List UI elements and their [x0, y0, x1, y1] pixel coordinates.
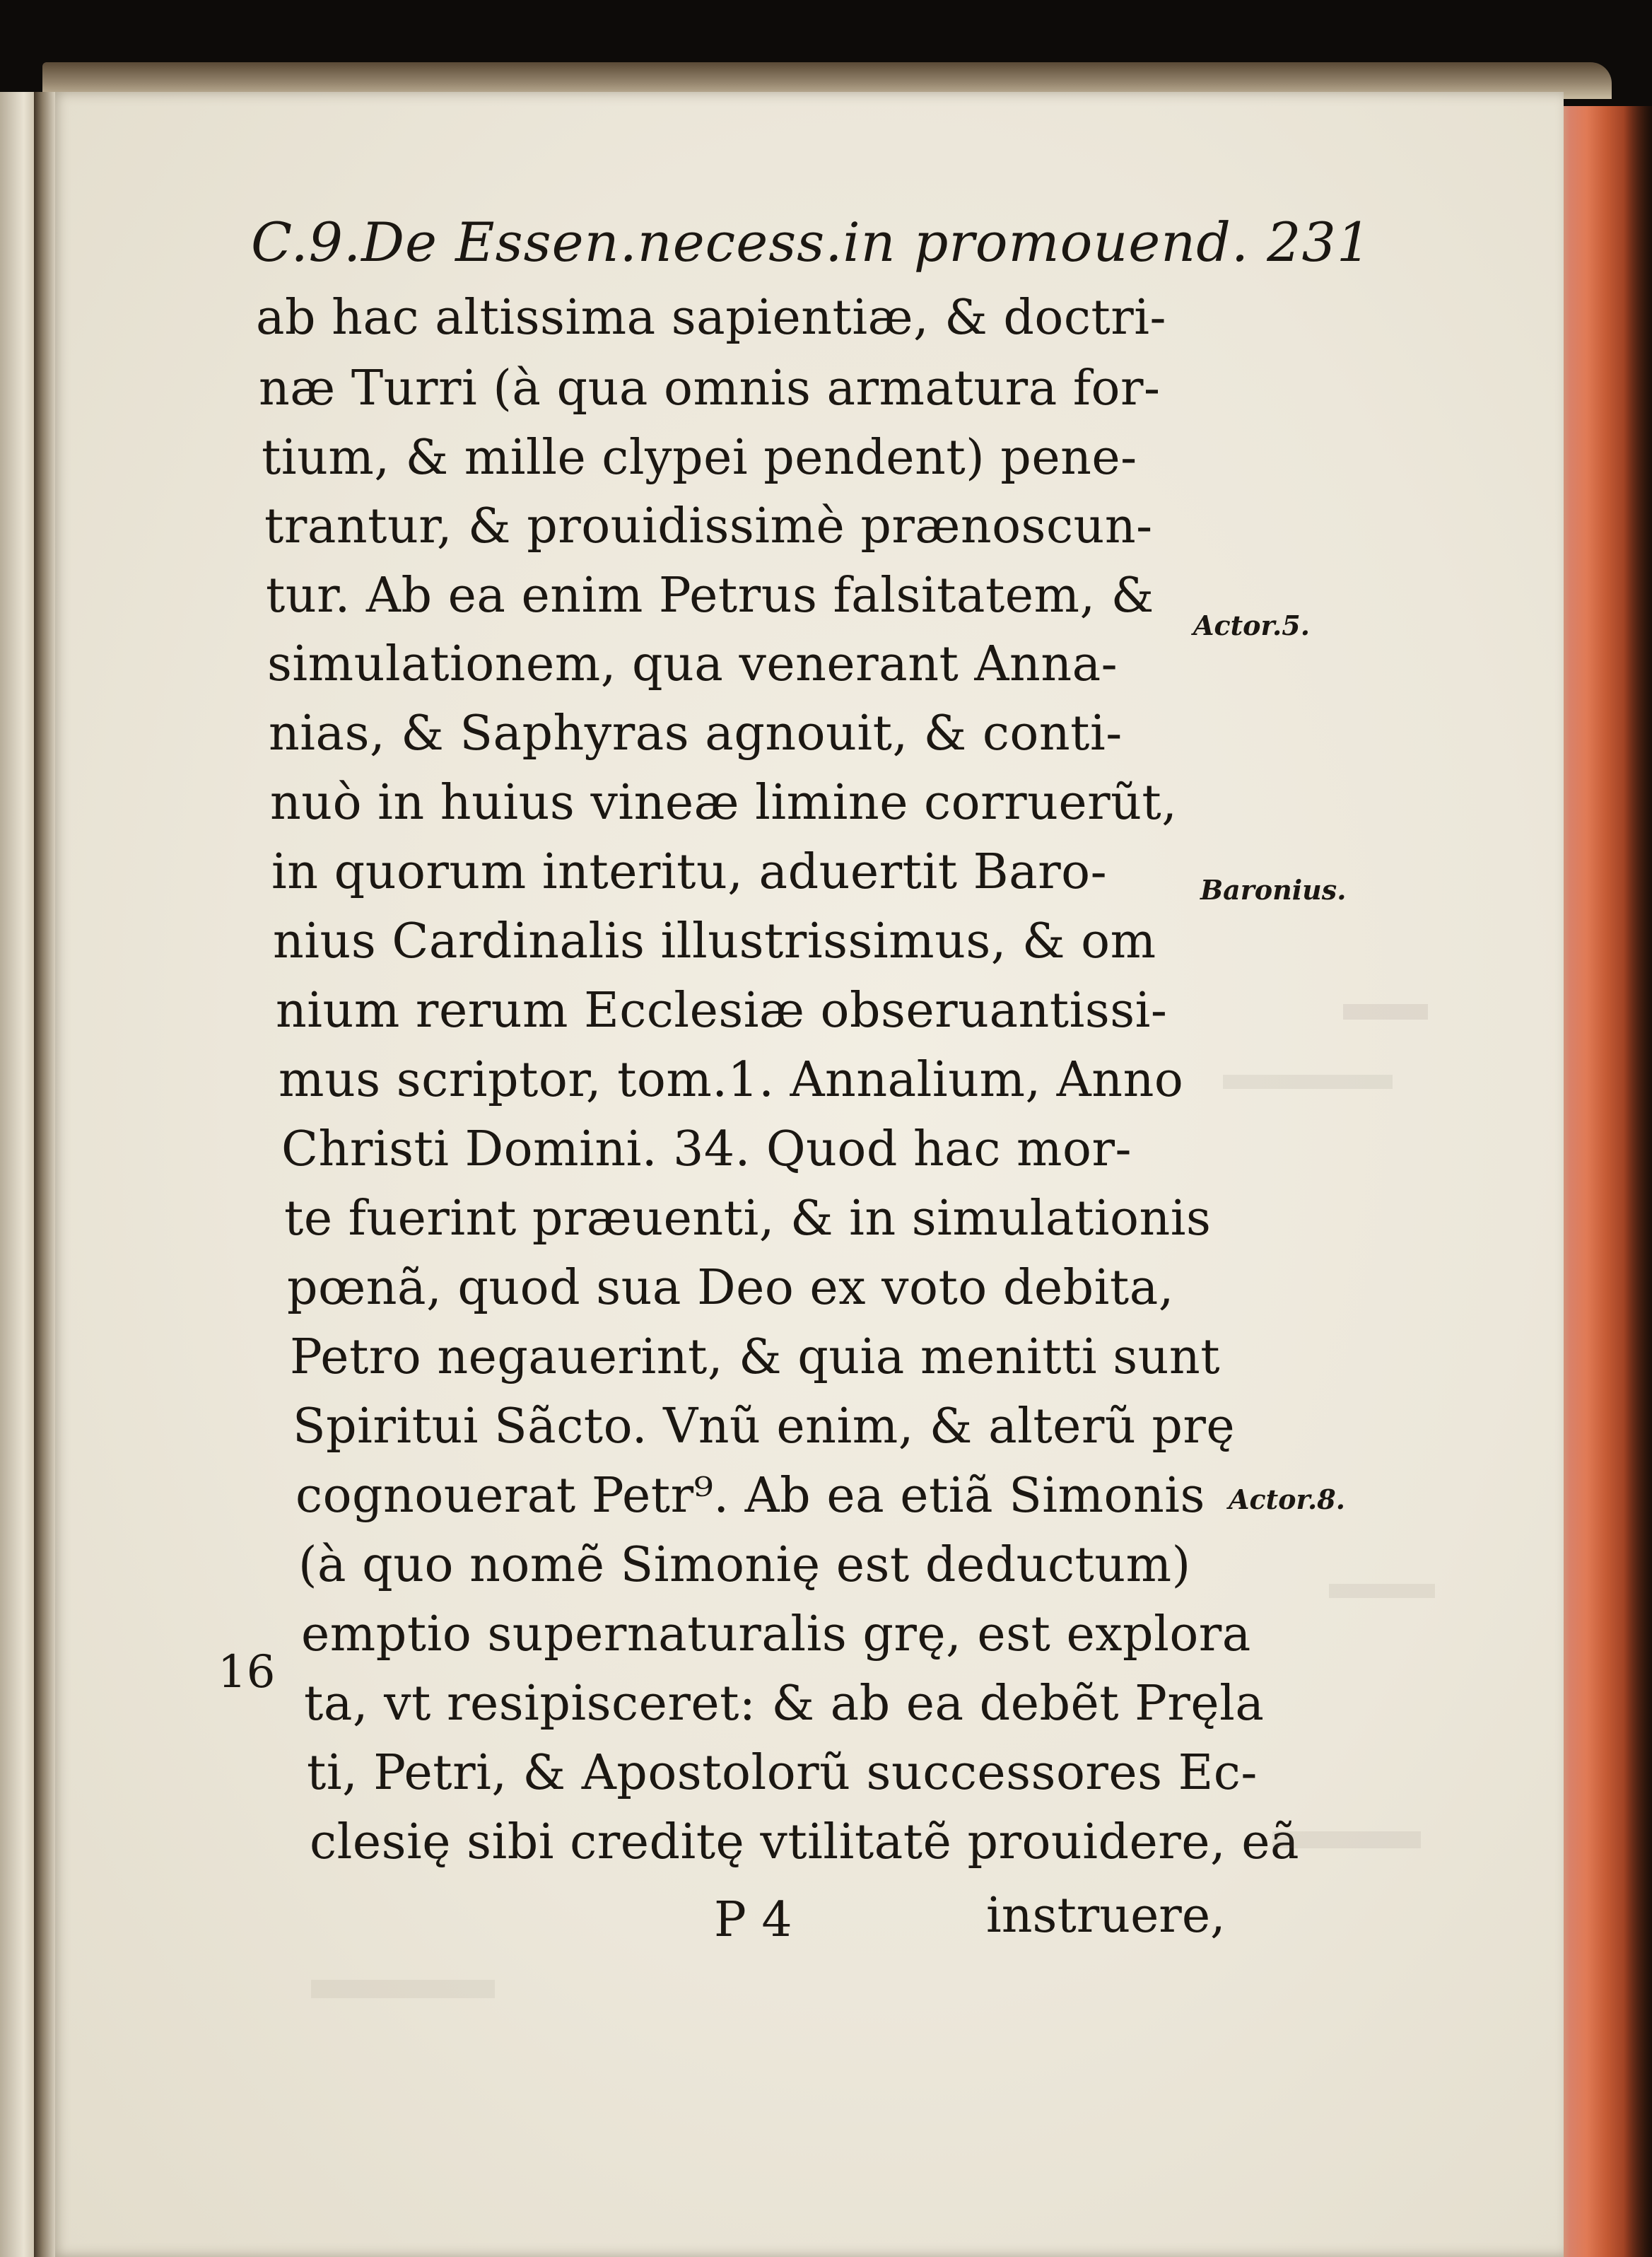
text-line: nium rerum Ecclesiæ obseruantissi-: [276, 983, 1168, 1039]
text-line: (à quo nomẽ Simonię est deductum): [298, 1537, 1191, 1593]
line-number: 16: [218, 1646, 276, 1698]
text-line: trantur, & prouidissimè prænoscun-: [264, 498, 1153, 554]
show-through-mark: [1329, 1584, 1435, 1598]
signature-mark: P 4: [714, 1892, 792, 1948]
show-through-mark: [1272, 1831, 1421, 1848]
margin-note-baronius: Baronius.: [1200, 874, 1347, 906]
show-through-mark: [311, 1980, 495, 1998]
spine-gutter: [34, 92, 55, 2257]
text-line: nius Cardinalis illustrissimus, & om: [273, 914, 1156, 969]
text-line: pœnã, quod sua Deo ex voto debita,: [287, 1260, 1174, 1316]
text-line: Spiritui Sãcto. Vnũ enim, & alterũ prę: [293, 1399, 1236, 1454]
gilt-fore-edge: [1552, 106, 1652, 2257]
show-through-mark: [1223, 1075, 1393, 1089]
text-line: Petro negauerint, & quia menitti sunt: [290, 1329, 1221, 1385]
text-line: tium, & mille clypei pendent) pene-: [262, 430, 1137, 486]
show-through-mark: [1343, 1004, 1428, 1020]
text-line: simulationem, qua venerant Anna-: [267, 636, 1118, 692]
text-line: Christi Domini. 34. Quod hac mor-: [281, 1121, 1132, 1177]
text-line: cognouerat Petr⁹. Ab ea etiã Simonis: [295, 1468, 1205, 1524]
catchword: instruere,: [986, 1888, 1226, 1944]
text-line: in quorum interitu, aduertit Baro-: [271, 844, 1108, 900]
text-line: næ Turri (à qua omnis armatura for-: [259, 361, 1161, 416]
text-line: ta, vt resipisceret: & ab ea debẽt Pręla: [304, 1676, 1265, 1732]
text-line: mus scriptor, tom.1. Annalium, Anno: [279, 1052, 1184, 1108]
facing-page-edge: [0, 92, 36, 2257]
margin-note-actor-8: Actor.8.: [1229, 1483, 1345, 1515]
margin-note-actor-5: Actor.5.: [1193, 610, 1310, 641]
text-line: ab hac altissima sapientiæ, & doctri-: [256, 290, 1166, 346]
text-line: clesię sibi creditę vtilitatẽ prouidere, eã: [310, 1814, 1299, 1870]
text-line: nias, & Saphyras agnouit, & conti-: [269, 706, 1123, 762]
text-line: tur. Ab ea enim Petrus falsitatem, &: [266, 568, 1154, 624]
text-line: te fuerint præuenti, & in simulationis: [284, 1191, 1212, 1247]
running-head: C.9.De Essen.necess.in promouend. 231: [251, 211, 1372, 274]
text-line: ti, Petri, & Apostolorũ successores Ec-: [307, 1745, 1258, 1801]
text-line: emptio supernaturalis grę, est explora: [301, 1606, 1251, 1662]
text-line: nuò in huius vineæ limine corruerũt,: [270, 775, 1178, 831]
